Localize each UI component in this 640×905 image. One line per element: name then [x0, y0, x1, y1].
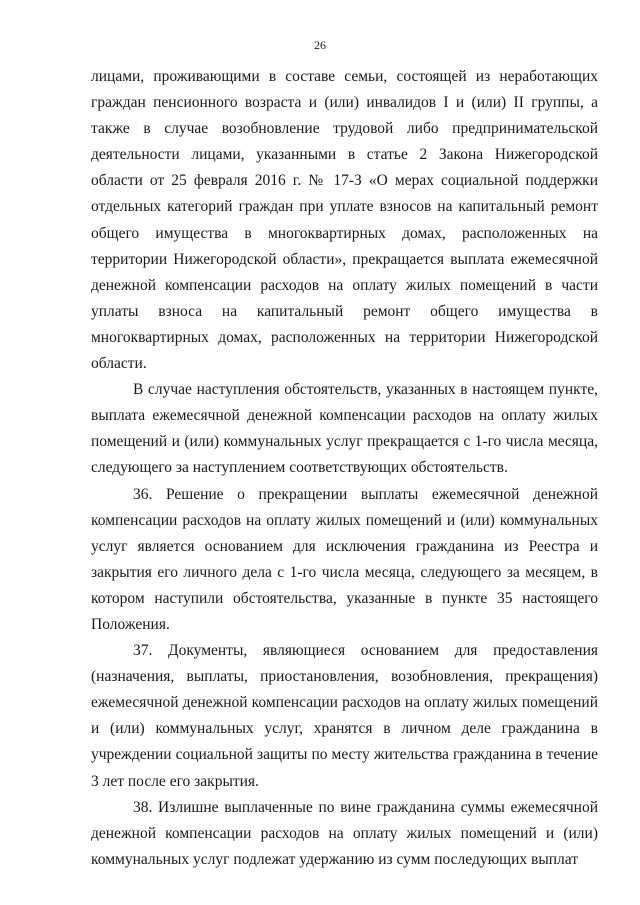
- paragraph-item-36: 36. Решение о прекращении выплаты ежемесячной денежной компенсации расходов на оплату жилых помещений и (или) коммунальных услуг является основанием для исключения гражданина из Реестра и закрытия его личного дела с 1-го числа месяца, следующего за месяцем, в котором наступили обстоятельства, указанные в пункте 35 настоящего Положения.: [91, 485, 598, 633]
- document-body: [91, 64, 598, 873]
- paragraph-continuation: лицами, проживающими в составе семьи, состоящей из неработающих граждан пенсионного возраста и (или) инвалидов I и (или) II группы, а также в случае возобновление трудовой либо предпринимательской деятельности лицами, указанными в статье 2 Закона Нижегородской области от 25 февраля 2016 г. № 17-З «О мерах социальной поддержки отдельных категорий граждан при уплате взносов на капитальный ремонт общего имущества в многоквартирных домах, расположенных на территории Нижегородской области», прекращается выплата ежемесячной денежной компенсации расходов на оплату жилых помещений в части уплаты взноса на капитальный ремонт общего имущества в многоквартирных домах, расположенных на территории Нижегородской области.: [91, 68, 598, 373]
- paragraph-circumstances: В случае наступления обстоятельств, указанных в настоящем пункте, выплата ежемесячной денежной компенсации расходов на оплату жилых помещений и (или) коммунальных услуг прекращается с 1-го числа месяца, следующего за наступлением соответствующих обстоятельств.: [91, 381, 598, 477]
- paragraph-item-38: 38. Излишне выплаченные по вине гражданина суммы ежемесячной денежной компенсации расходов на оплату жилых помещений и (или) коммунальных услуг подлежат удержанию из сумм последующих выплат: [91, 798, 598, 868]
- paragraph-item-37: 37. Документы, являющиеся основанием для предоставления (назначения, выплаты, приостановления, возобновления, прекращения) ежемесячной денежной компенсации расходов на оплату жилых помещений и (или) коммунальных услуг, хранятся в личном деле гражданина в учреждении социальной защиты по месту жительства гражданина в течение 3 лет после его закрытия.: [91, 642, 598, 790]
- page-number: 26: [314, 38, 326, 52]
